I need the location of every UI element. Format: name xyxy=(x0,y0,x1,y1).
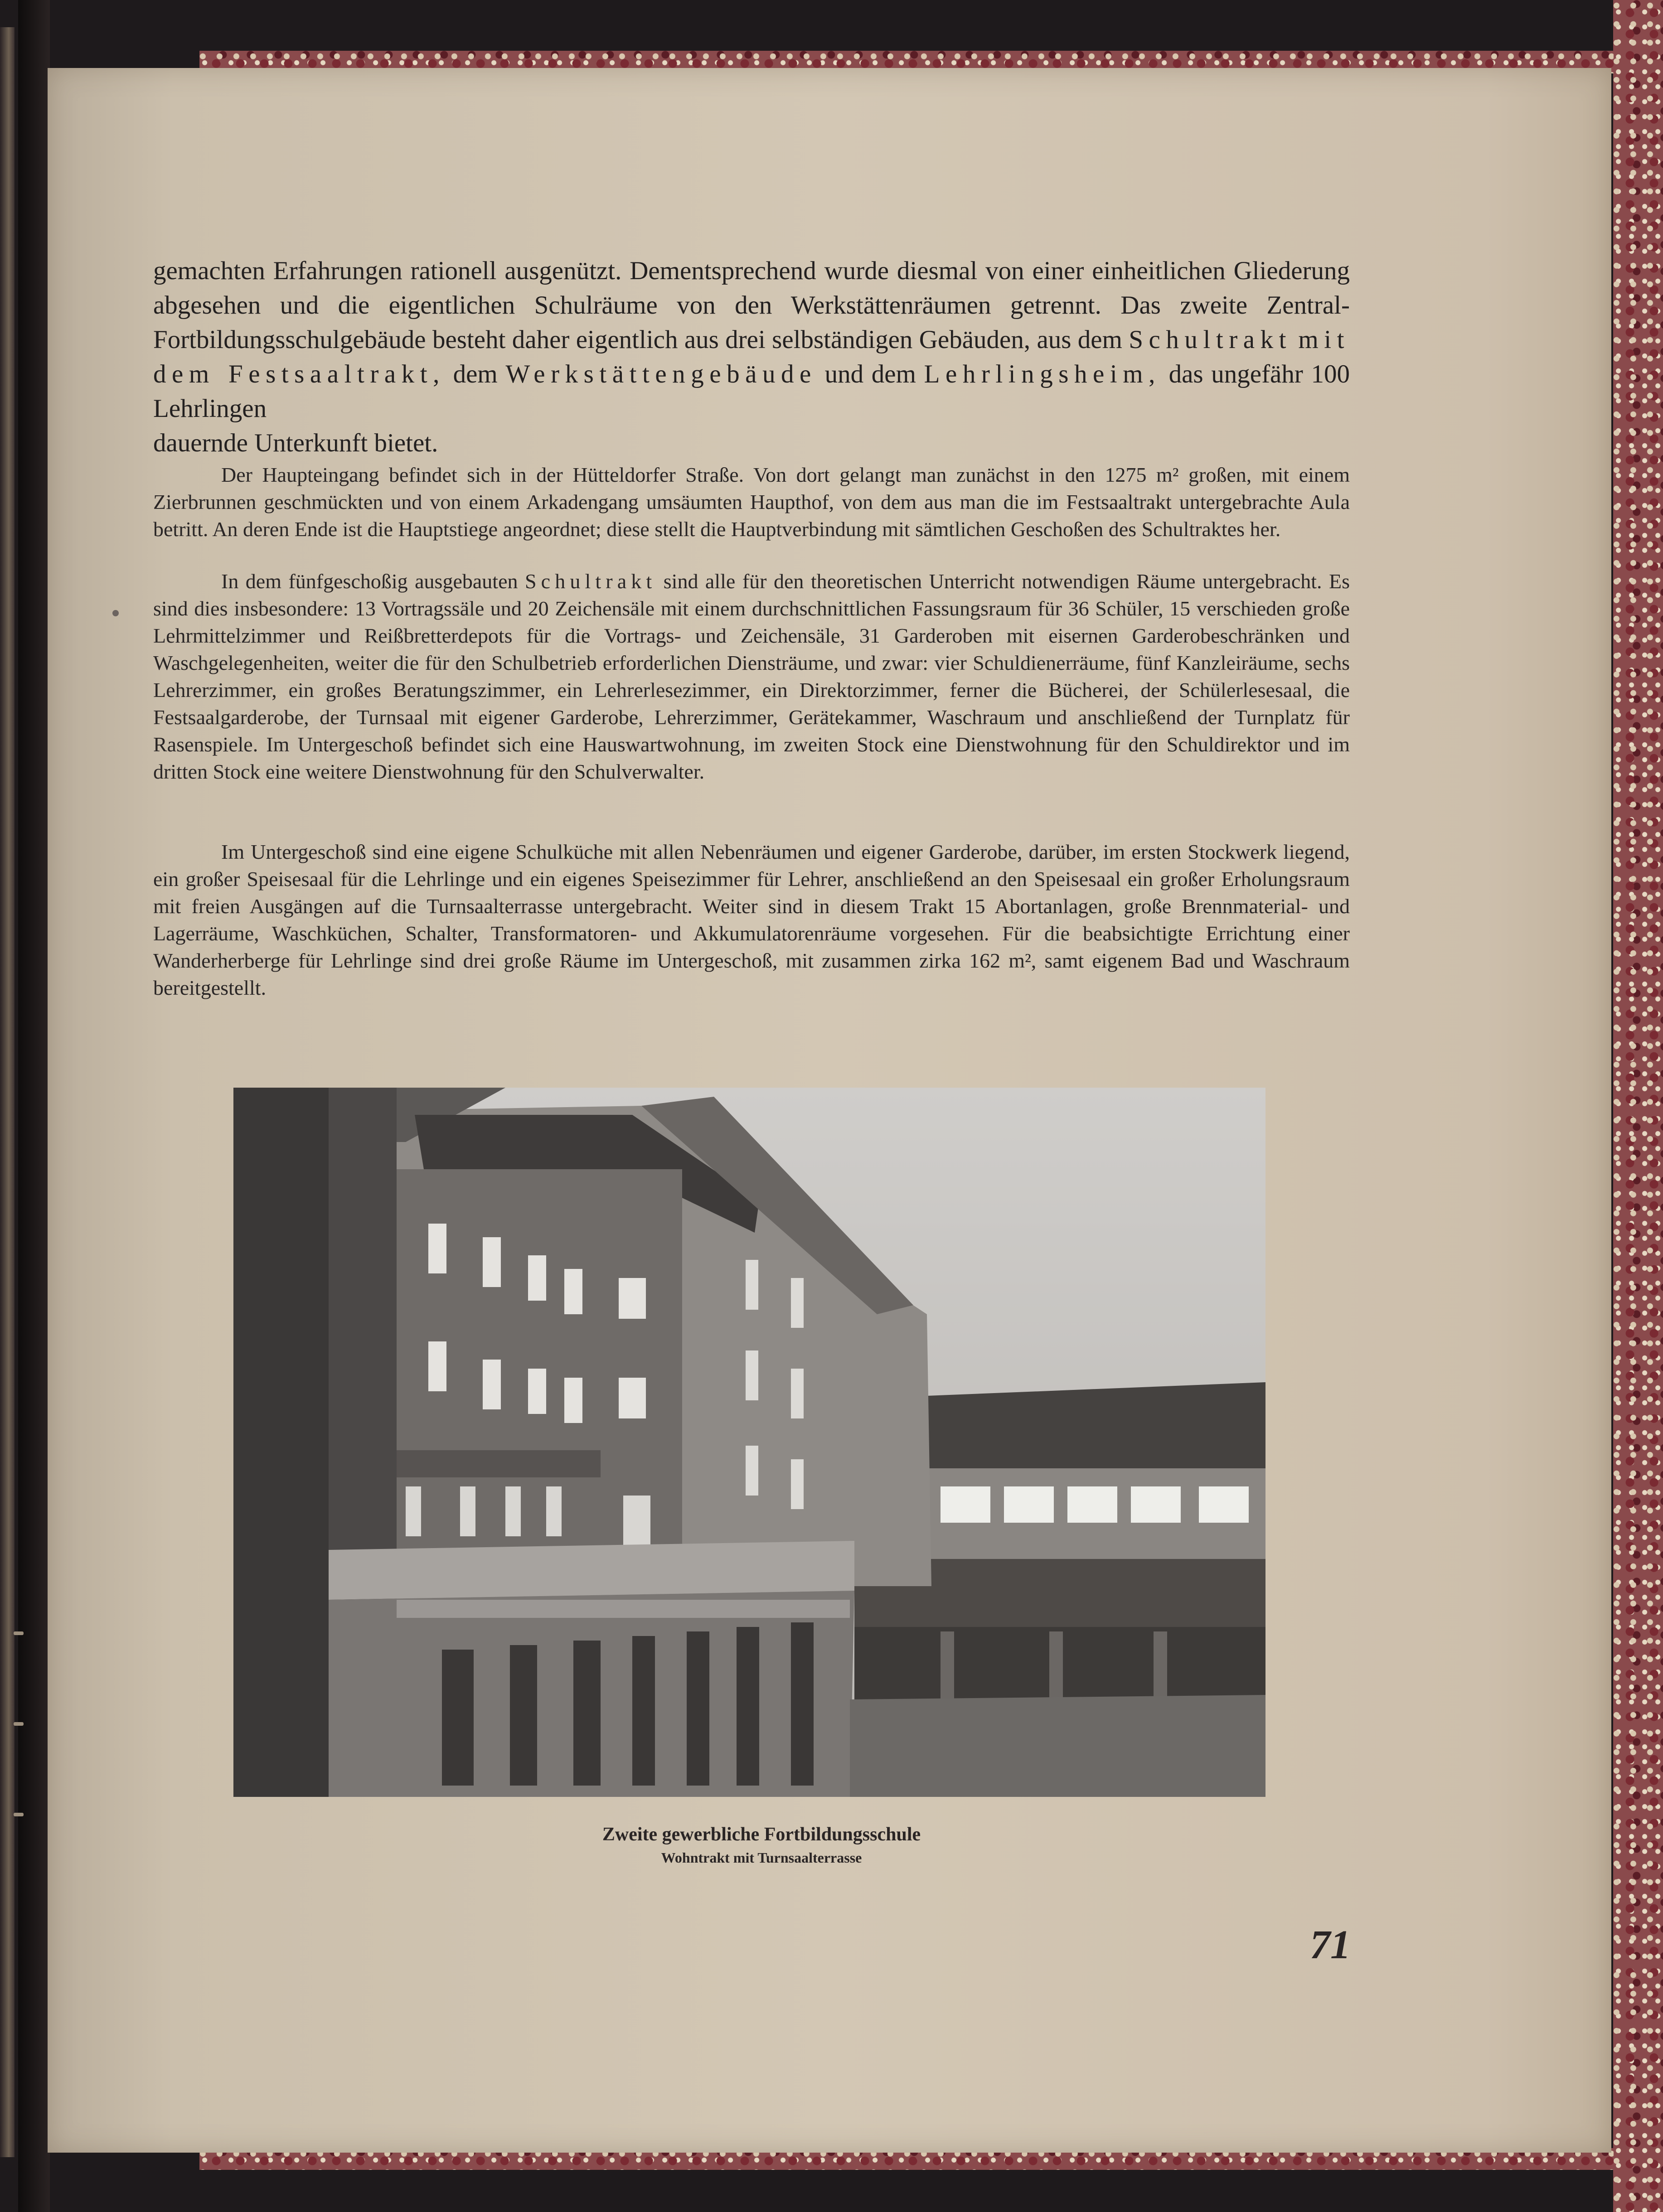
spaced-term: dem Festsaaltrakt, xyxy=(153,360,445,388)
margin-mark xyxy=(112,610,119,616)
spaced-term: mit xyxy=(1298,325,1350,354)
lead-text: und dem xyxy=(824,360,916,388)
paragraph-haupteingang xyxy=(153,461,1350,543)
spaced-term: Werkstättengebäude xyxy=(505,360,817,388)
previous-page-edge xyxy=(0,27,15,2157)
building-photograph xyxy=(233,1088,1265,1797)
marbled-edge-right xyxy=(1613,0,1663,2212)
lead-text: das ungefähr 100 Lehrlingen xyxy=(153,360,1350,423)
paragraph-schultrakt xyxy=(153,568,1350,785)
spaced-term: Schultrakt xyxy=(1129,325,1292,354)
spaced-term: Lehrlingsheim, xyxy=(924,360,1161,388)
paragraph-untergeschoss xyxy=(153,838,1350,1002)
binding-stitch xyxy=(14,1813,24,1816)
caption-subtitle: Wohntrakt mit Turnsaalterrasse xyxy=(661,1849,862,1866)
lead-last-line: dauernde Unterkunft bietet. xyxy=(153,429,438,457)
binding-stitch xyxy=(14,1631,24,1635)
lead-text: dem xyxy=(453,360,498,388)
caption-title: Zweite gewerbliche Fortbildungsschule xyxy=(602,1824,921,1845)
book-spine-shadow xyxy=(18,0,50,2212)
photo-caption xyxy=(369,1822,1154,1868)
lead-paragraph xyxy=(153,254,1350,460)
spaced-term: Schultrakt xyxy=(524,570,657,593)
paragraph-text: Der Haupteingang befindet sich in der Hütteldorfer Straße. Von dort gelangt man zunächst in den 1275 m² großen, mit einem Zierbrunnen geschmückten und von einem Arkadengang umsäumten Haupthof, von dem aus man die im Festsaaltrakt untergebrachte Aula betritt. An deren Ende ist die Hauptstiege angeordnet; diese stellt die Hauptverbindung mit sämtlichen Geschoßen des Schultraktes her. xyxy=(153,463,1350,541)
photo-illustration xyxy=(233,1088,1265,1797)
page-number: 71 xyxy=(1310,1922,1351,1967)
paragraph-text: sind alle für den theoretischen Unterricht notwendigen Räume untergebracht. Es sind dies insbesondere: 13 Vortragssäle und 20 Zeichensäle mit einem durchschnittlichen Fassungsraum für 36 Schüler, 15 verschieden große Lehrmittelzimmer und Reißbretterdepots für die Vortrags- und Zeichensäle, 31 Garderoben mit eisernen Garderobeschränken und Waschgelegenheiten, weiter die für den Schulbetrieb erforderlichen Diensträume, und zwar: vier Schuldienerräume, fünf Kanzleiräume, sechs Lehrerzimmer, ein großes Beratungszimmer, ein Lehrerlesezimmer, ein Direktorzimmer, ferner die Bücherei, der Schülerlesesaal, die Festsaalgarderobe, der Turnsaal mit eigener Garderobe, Lehrerzimmer, Gerätekammer, Waschraum und anschließend der Turnplatz für Rasenspiele. Im Untergeschoß befindet sich eine Hauswartwohnung, im zweiten Stock eine Dienstwohnung für den Schuldirektor und im dritten Stock eine weitere Dienstwohnung für den Schulverwalter. xyxy=(153,570,1350,783)
paragraph-text: In dem fünfgeschoßig ausgebauten xyxy=(221,570,518,593)
lead-text: gemachten Erfahrungen rationell ausgenützt. Dementsprechend wurde diesmal von einer einheitlichen Gliederung abgesehen und die eigentlichen Schulräume von den Werkstättenräumen getrennt. Das zweite Zentral-Fortbildungsschulgebäude besteht daher eigentlich aus drei selbständigen Gebäuden, aus dem xyxy=(153,257,1350,354)
paragraph-text: Im Untergeschoß sind eine eigene Schulküche mit allen Nebenräumen und eigener Garderobe, darüber, im ersten Stockwerk liegend, ein großer Speisesaal für die Lehrlinge und ein eigenes Speisezimmer für Lehrer, anschließend an den Speisesaal ein großer Erholungsraum mit freien Ausgängen auf die Turnsaalterrasse untergebracht. Weiter sind in diesem Trakt 15 Abortanlagen, große Brennmaterial- und Lagerräume, Waschküchen, Schalter, Transformatoren- und Akkumulatorenräume vorgesehen. Für die beabsichtigte Errichtung einer Wanderherberge für Lehrlinge sind drei große Räume im Untergeschoß, mit zusammen zirka 162 m², samt eigenem Bad und Waschraum bereitgestellt. xyxy=(153,840,1350,999)
binding-stitch xyxy=(14,1722,24,1726)
